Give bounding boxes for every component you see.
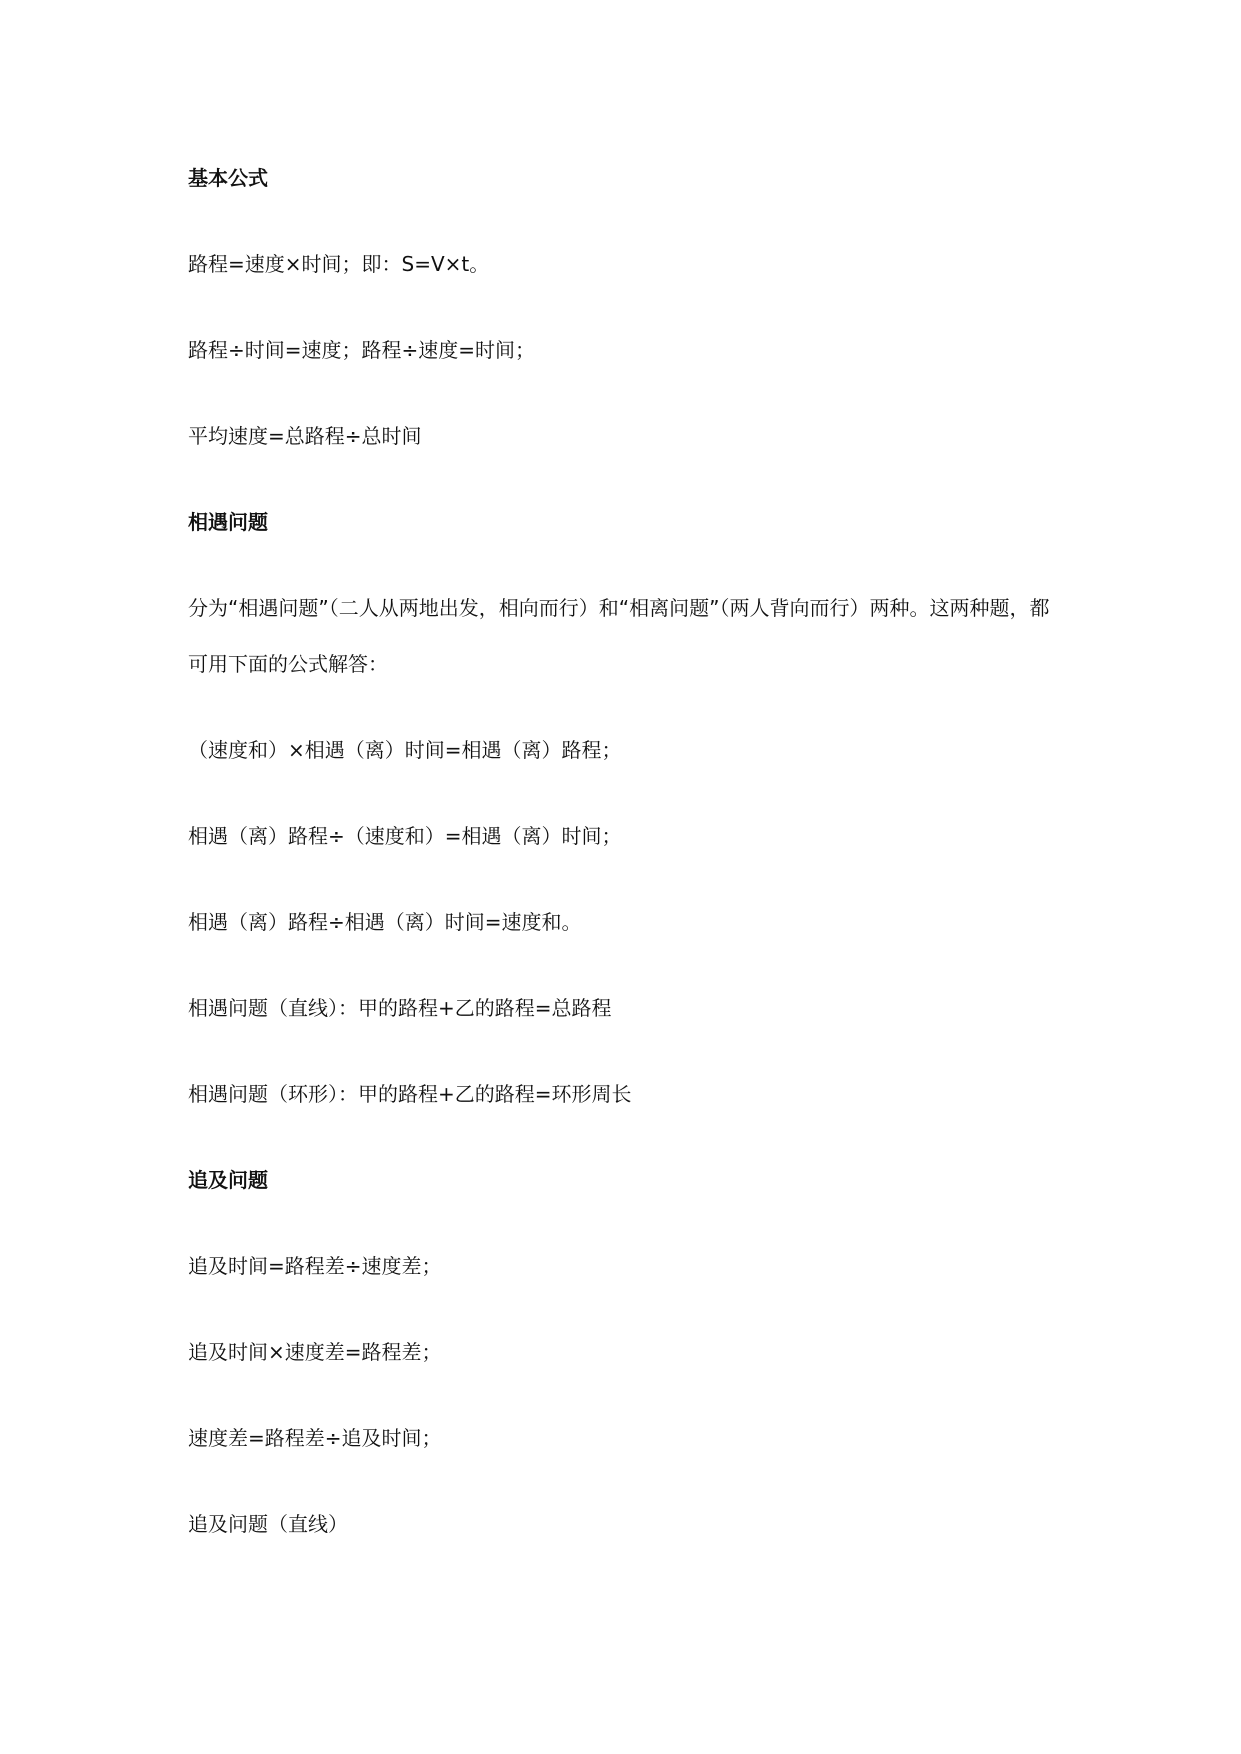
formula-line: 路程=速度×时间；即：S=V×t。 <box>188 252 490 276</box>
heading-chase-problems: 追及问题 <box>188 1168 268 1192</box>
heading-basic-formulas: 基本公式 <box>188 166 268 190</box>
formula-line: 追及时间=路程差÷速度差； <box>188 1254 442 1278</box>
formula-line: 追及问题（直线） <box>188 1512 348 1536</box>
formula-line: 速度差=路程差÷追及时间； <box>188 1426 442 1450</box>
formula-line: 相遇（离）路程÷相遇（离）时间=速度和。 <box>188 910 582 934</box>
formula-line: 平均速度=总路程÷总时间 <box>188 424 422 448</box>
formula-line: （速度和）×相遇（离）时间=相遇（离）路程； <box>188 738 622 762</box>
formula-line: 追及时间×速度差=路程差； <box>188 1340 442 1364</box>
formula-line: 相遇问题（直线）：甲的路程+乙的路程=总路程 <box>188 996 612 1020</box>
formula-line: 相遇（离）路程÷（速度和）=相遇（离）时间； <box>188 824 622 848</box>
meeting-intro-paragraph: 分为“相遇问题”（二人从两地出发，相向而行）和“相离问题”（两人背向而行）两种。这两种题，都可用下面的公式解答： <box>188 596 1050 676</box>
formula-line: 相遇问题（环形）：甲的路程+乙的路程=环形周长 <box>188 1082 632 1106</box>
heading-meeting-problems: 相遇问题 <box>188 510 268 534</box>
formula-line: 路程÷时间=速度；路程÷速度=时间； <box>188 338 536 362</box>
